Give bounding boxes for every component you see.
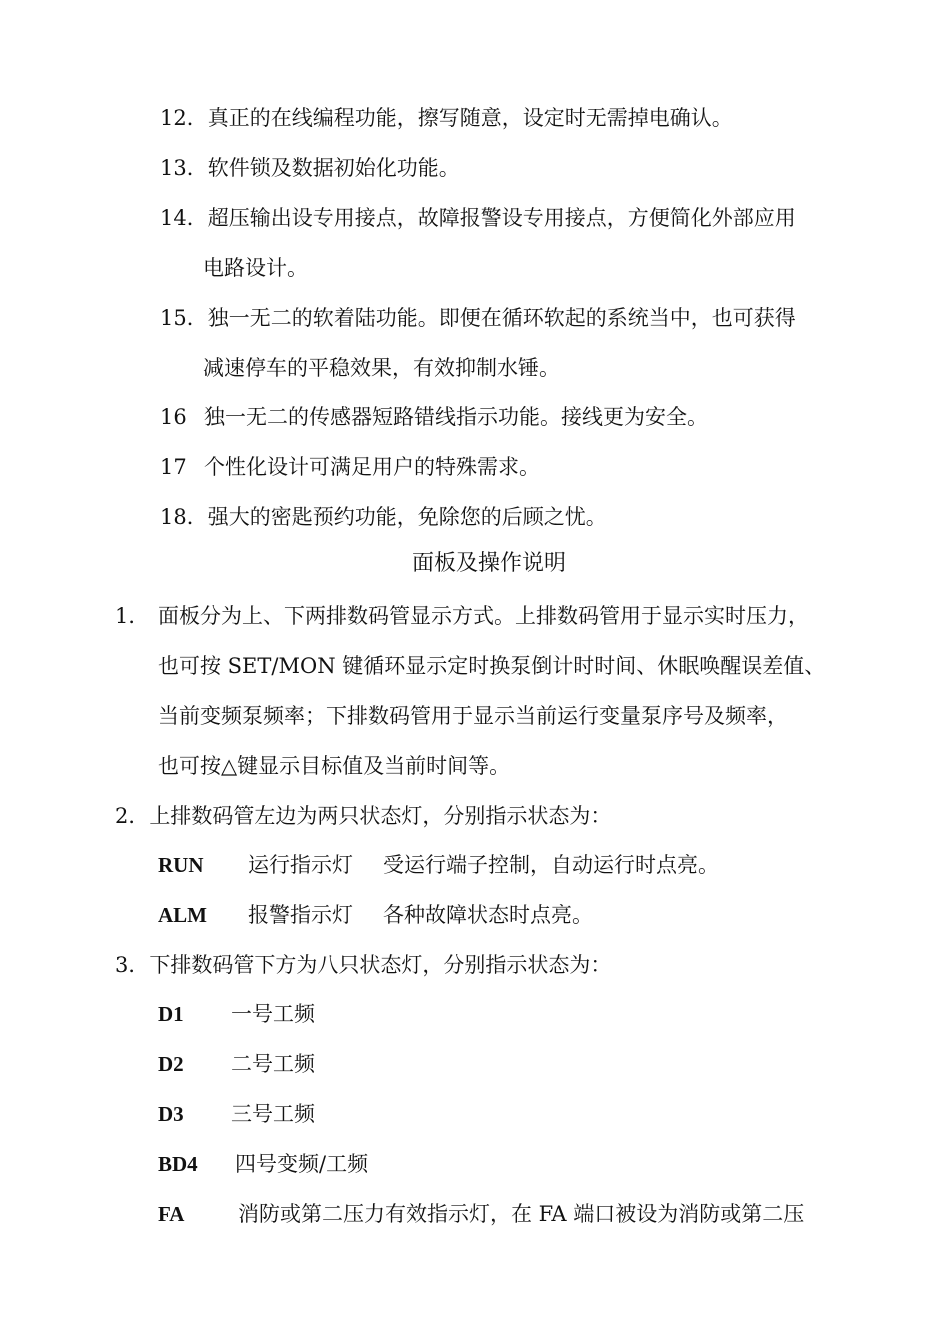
item-text: 个性化设计可满足用户的特殊需求。: [204, 455, 540, 479]
led-row-d2: [158, 1049, 315, 1079]
led-code: D1: [158, 1002, 184, 1026]
feature-item-13: [160, 153, 460, 183]
feature-item-14: [160, 203, 796, 233]
item-number: 12．: [160, 106, 208, 130]
status-code: ALM: [158, 903, 207, 927]
item-text: 超压输出设专用接点，故障报警设专用接点，方便简化外部应用: [207, 206, 796, 230]
item-1-line-1: 面板分为上、下两排数码管显示方式。上排数码管用于显示实时压力，: [158, 604, 809, 628]
led-row-d3: [158, 1099, 315, 1129]
feature-item-16: [160, 402, 708, 432]
section-title: 面板及操作说明: [412, 551, 567, 576]
item-text: 真正的在线编程功能，擦写随意，设定时无需掉电确认。: [207, 106, 733, 130]
item-number: 17: [160, 455, 187, 479]
item-text: 软件锁及数据初始化功能。: [207, 156, 460, 180]
item-text: 强大的密匙预约功能，免除您的后顾之忧。: [207, 505, 607, 529]
item-2-heading: 2．上排数码管左边为两只状态灯，分别指示状态为：: [115, 804, 612, 828]
item-1-number: 1．: [115, 604, 150, 628]
led-desc: 一号工频: [231, 1002, 315, 1026]
led-row-fa: [158, 1199, 804, 1229]
item-number: 18．: [160, 505, 208, 529]
feature-item-18: [160, 502, 607, 532]
item-1-line-2: 也可按 SET/MON 键循环显示定时换泵倒计时时间、休眠唤醒误差值、: [158, 654, 826, 678]
led-desc: 三号工频: [231, 1102, 315, 1126]
led-desc: 消防或第二压力有效指示灯，在 FA 端口被设为消防或第二压: [238, 1202, 805, 1226]
status-name: 报警指示灯: [248, 903, 353, 927]
item-1-line-3: 当前变频泵频率；下排数码管用于显示当前运行变量泵序号及频率，: [158, 704, 788, 728]
item-number: 13．: [160, 156, 208, 180]
led-code: D3: [158, 1102, 184, 1126]
feature-item-12: [160, 103, 733, 133]
item-text: 独一无二的软着陆功能。即便在循环软起的系统当中，也可获得: [207, 306, 796, 330]
feature-item-15-continuation: 减速停车的平稳效果，有效抑制水锤。: [203, 356, 560, 380]
led-code: BD4: [158, 1152, 198, 1176]
item-1-line-4: 也可按△键显示目标值及当前时间等。: [158, 754, 511, 778]
item-number: 16: [160, 405, 187, 429]
led-row-d1: [158, 999, 315, 1029]
led-desc: 四号变频/工频: [235, 1152, 369, 1176]
item-number: 14．: [160, 206, 208, 230]
led-code: D2: [158, 1052, 184, 1076]
status-row-run: [158, 850, 719, 880]
led-desc: 二号工频: [231, 1052, 315, 1076]
feature-item-15: [160, 303, 796, 333]
item-text: 独一无二的传感器短路错线指示功能。接线更为安全。: [204, 405, 708, 429]
led-row-bd4: [158, 1149, 368, 1179]
status-code: RUN: [158, 853, 204, 877]
item-number: 15．: [160, 306, 208, 330]
feature-item-14-continuation: 电路设计。: [203, 256, 308, 280]
led-code: FA: [158, 1202, 185, 1226]
status-name: 运行指示灯: [248, 853, 353, 877]
status-desc: 各种故障状态时点亮。: [383, 903, 593, 927]
status-desc: 受运行端子控制，自动运行时点亮。: [383, 853, 719, 877]
status-row-alm: [158, 900, 593, 930]
feature-item-17: [160, 452, 540, 482]
item-3-heading: 3．下排数码管下方为八只状态灯，分别指示状态为：: [115, 953, 612, 977]
